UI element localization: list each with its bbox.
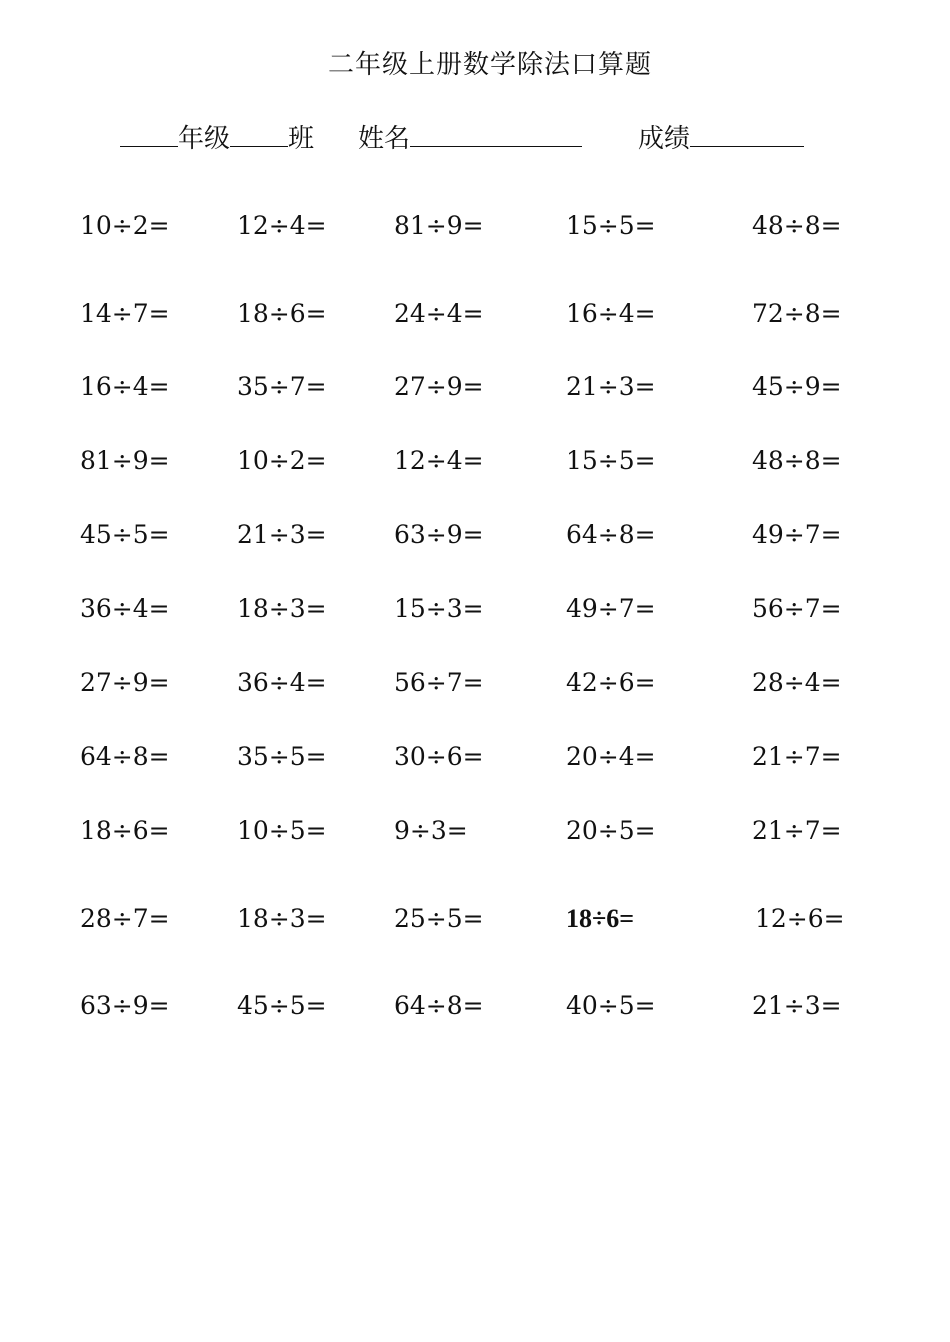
score-label: 成绩 <box>638 124 691 154</box>
division-problem: 21÷7= <box>752 816 842 845</box>
division-problem: 21÷3= <box>237 520 327 549</box>
division-problem: 48÷8= <box>752 446 842 475</box>
division-problem: 24÷4= <box>394 299 484 328</box>
division-problem: 35÷7= <box>237 372 327 401</box>
division-problem: 18÷6= <box>80 816 170 845</box>
division-problem: 21÷7= <box>752 742 842 771</box>
division-problem: 20÷5= <box>566 816 656 845</box>
division-problem: 64÷8= <box>394 991 484 1020</box>
division-problem: 21÷3= <box>752 991 842 1020</box>
division-problem: 9÷3= <box>394 816 468 845</box>
division-problem: 49÷7= <box>752 520 842 549</box>
division-problem: 45÷5= <box>237 991 327 1020</box>
worksheet-title: 二年级上册数学除法口算题 <box>327 50 652 80</box>
name-label: 姓名 <box>358 124 411 154</box>
division-problem: 64÷8= <box>80 742 170 771</box>
division-problem: 42÷6= <box>566 668 656 697</box>
class-blank[interactable] <box>230 122 288 147</box>
division-problem: 45÷9= <box>752 372 842 401</box>
division-problem: 20÷4= <box>566 742 656 771</box>
division-problem: 63÷9= <box>80 991 170 1020</box>
division-problem: 81÷9= <box>394 211 484 240</box>
division-problem: 18÷6= <box>237 299 327 328</box>
division-problem: 15÷5= <box>566 211 656 240</box>
division-problem: 40÷5= <box>566 991 656 1020</box>
division-problem: 63÷9= <box>394 520 484 549</box>
division-problem: 12÷4= <box>394 446 484 475</box>
division-problem: 64÷8= <box>566 520 656 549</box>
division-problem: 56÷7= <box>394 668 484 697</box>
division-problem: 27÷9= <box>80 668 170 697</box>
division-problem: 81÷9= <box>80 446 170 475</box>
grade-label: 年级 <box>178 124 231 154</box>
division-problem: 15÷5= <box>566 446 656 475</box>
grade-blank[interactable] <box>120 122 178 147</box>
division-problem: 10÷2= <box>80 211 170 240</box>
name-blank[interactable] <box>410 122 582 147</box>
division-problem: 25÷5= <box>394 904 484 933</box>
division-problem: 28÷4= <box>752 668 842 697</box>
division-problem: 16÷4= <box>566 299 656 328</box>
student-info-line <box>120 118 804 155</box>
division-problem: 21÷3= <box>566 372 656 401</box>
division-problem: 10÷2= <box>237 446 327 475</box>
division-problem: 36÷4= <box>80 594 170 623</box>
division-problem: 10÷5= <box>237 816 327 845</box>
division-problem: 18÷3= <box>237 904 327 933</box>
division-problem: 72÷8= <box>752 299 842 328</box>
division-problem: 18÷3= <box>237 594 327 623</box>
division-problem: 28÷7= <box>80 904 170 933</box>
score-blank[interactable] <box>690 122 804 147</box>
division-problem: 56÷7= <box>752 594 842 623</box>
division-problem: 14÷7= <box>80 299 170 328</box>
division-problem: 30÷6= <box>394 742 484 771</box>
division-problem: 15÷3= <box>394 594 484 623</box>
division-problem: 48÷8= <box>752 211 842 240</box>
division-problem: 49÷7= <box>566 594 656 623</box>
class-label: 班 <box>288 124 315 154</box>
division-problem: 45÷5= <box>80 520 170 549</box>
division-problem: 12÷4= <box>237 211 327 240</box>
division-problem: 12÷6= <box>755 904 845 933</box>
division-problem: 36÷4= <box>237 668 327 697</box>
division-problem: 18÷6= <box>566 904 635 933</box>
division-problem: 35÷5= <box>237 742 327 771</box>
division-problem: 27÷9= <box>394 372 484 401</box>
division-problem: 16÷4= <box>80 372 170 401</box>
